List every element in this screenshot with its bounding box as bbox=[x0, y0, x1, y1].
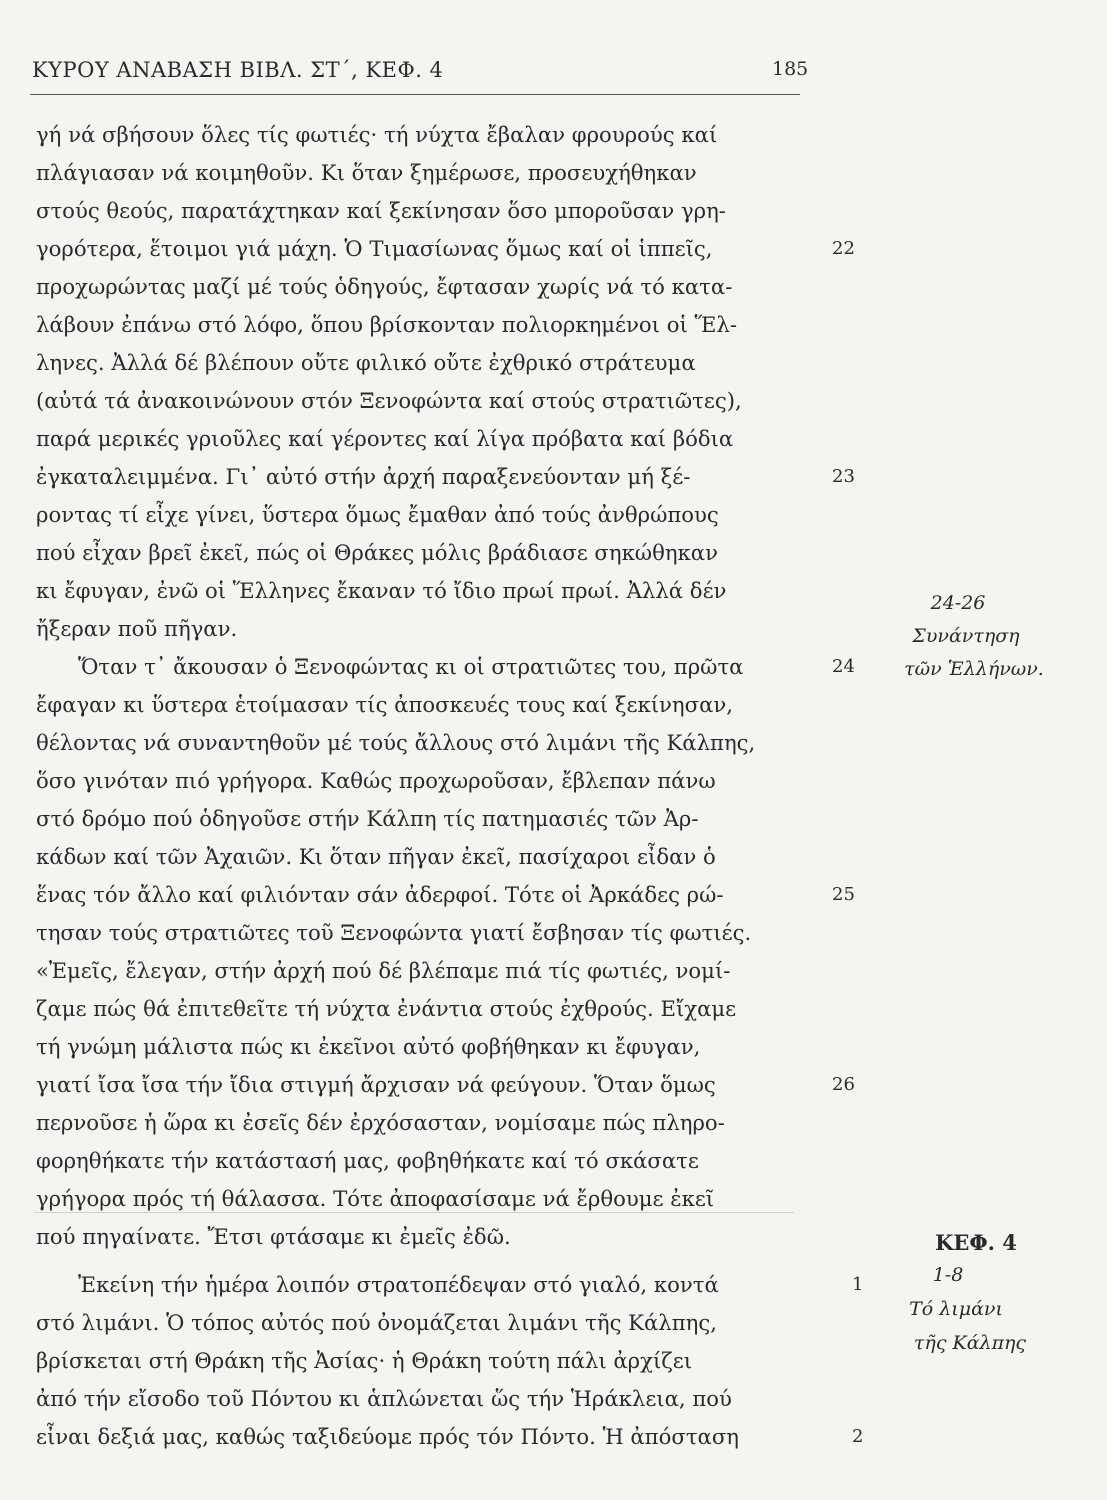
text-line: στό λιμάνι. Ὁ τόπος αὐτός πού ὀνομάζεται λιμάνι τῆς Κάλπης, bbox=[36, 1310, 717, 1335]
text-line: φορηθήκατε τήν κατάστασή μας, φοβηθήκατε καί τό σκάσατε bbox=[36, 1148, 699, 1173]
text-line: στούς θεούς, παρατάχτηκαν καί ξεκίνησαν ὅσο μποροῦσαν γρη- bbox=[36, 198, 726, 223]
margin-note-title: τῶν Ἑλλήνων. bbox=[904, 658, 1044, 680]
text-line: εἶναι δεξιά μας, καθώς ταξιδεύομε πρός τόν Πόντο. Ἡ ἀπόσταση bbox=[36, 1424, 740, 1449]
text-line: λάβουν ἐπάνω στό λόφο, ὅπου βρίσκονταν πολιορκημένοι οἱ Ἕλ- bbox=[36, 312, 737, 337]
text-line: ζαμε πώς θά ἐπιτεθεῖτε τή νύχτα ἐνάντια στούς ἐχθρούς. Εἴχαμε bbox=[36, 996, 737, 1021]
text-line: «Ἐμεῖς, ἔλεγαν, στήν ἀρχή πού δέ βλέπαμε πιά τίς φωτιές, νομί- bbox=[36, 958, 731, 983]
text-line: πού εἶχαν βρεῖ ἐκεῖ, πώς οἱ Θράκες μόλις βράδιασε σηκώθηκαν bbox=[36, 540, 718, 565]
text-line: περνοῦσε ἡ ὥρα κι ἐσεῖς δέν ἐρχόσασταν, νομίσαμε πώς πληρο- bbox=[36, 1110, 725, 1135]
margin-note-title: Τό λιμάνι bbox=[909, 1298, 1003, 1320]
paragraph-number: 25 bbox=[832, 884, 855, 905]
text-line: ἤξεραν ποῦ πῆγαν. bbox=[36, 616, 238, 641]
text-line: κάδων καί τῶν Ἀχαιῶν. Κι ὅταν πῆγαν ἐκεῖ, πασίχαροι εἶδαν ὁ bbox=[36, 844, 716, 869]
text-line: ληνες. Ἀλλά δέ βλέπουν οὔτε φιλικό οὔτε ἐχθρικό στράτευμα bbox=[36, 350, 696, 375]
chapter-heading: ΚΕΦ. 4 bbox=[935, 1230, 1017, 1255]
section-divider bbox=[34, 1212, 794, 1213]
text-line: βρίσκεται στή Θράκη τῆς Ἀσίας· ἡ Θράκη τούτη πάλι ἀρχίζει bbox=[36, 1348, 693, 1373]
text-line: κι ἔφυγαν, ἐνῶ οἱ Ἕλληνες ἔκαναν τό ἴδιο πρωί πρωί. Ἀλλά δέν bbox=[36, 578, 727, 603]
text-line: ἐγκαταλειμμένα. Γι᾿ αὐτό στήν ἀρχή παραξενεύονταν μή ξέ- bbox=[36, 464, 691, 489]
margin-note-title: Συνάντηση bbox=[912, 625, 1020, 647]
text-line: στό δρόμο πού ὁδηγοῦσε στήν Κάλπη τίς πατημασιές τῶν Ἀρ- bbox=[36, 806, 699, 831]
page-number: 185 bbox=[772, 58, 809, 80]
text-line: γιατί ἴσα ἴσα τήν ἴδια στιγμή ἄρχισαν νά φεύγουν. Ὅταν ὅμως bbox=[36, 1072, 716, 1097]
text-line: ἕνας τόν ἄλλο καί φιλιόνταν σάν ἀδερφοί. Τότε οἱ Ἀρκάδες ρώ- bbox=[36, 882, 724, 907]
header-divider bbox=[30, 94, 800, 95]
text-line: Ὅταν τ᾿ ἄκουσαν ὁ Ξενοφώντας κι οἱ στρατιῶτες του, πρῶτα bbox=[78, 654, 744, 679]
paragraph-number: 22 bbox=[832, 238, 855, 259]
text-line: παρά μερικές γριοῦλες καί γέροντες καί λίγα πρόβατα καί βόδια bbox=[36, 426, 734, 451]
margin-note-range: 1-8 bbox=[932, 1264, 964, 1286]
paragraph-number: 2 bbox=[852, 1426, 864, 1447]
text-line: τησαν τούς στρατιῶτες τοῦ Ξενοφώντα γιατί ἔσβησαν τίς φωτιές. bbox=[36, 920, 752, 945]
text-line: γή νά σβήσουν ὅλες τίς φωτιές· τή νύχτα ἔβαλαν φρουρούς καί bbox=[36, 122, 718, 147]
paragraph-number: 26 bbox=[832, 1074, 855, 1095]
text-line: Ἐκείνη τήν ἡμέρα λοιπόν στρατοπέδεψαν στό γιαλό, κοντά bbox=[78, 1272, 719, 1297]
text-line: ροντας τί εἶχε γίνει, ὕστερα ὅμως ἔμαθαν ἀπό τούς ἀνθρώπους bbox=[36, 502, 719, 527]
paragraph-number: 24 bbox=[832, 656, 855, 677]
text-line: γορότερα, ἕτοιμοι γιά μάχη. Ὁ Τιμασίωνας ὅμως καί οἱ ἱππεῖς, bbox=[36, 236, 713, 261]
paragraph-number: 23 bbox=[832, 466, 855, 487]
text-line: πού πηγαίνατε. Ἔτσι φτάσαμε κι ἐμεῖς ἐδῶ. bbox=[36, 1224, 511, 1249]
text-line: προχωρώντας μαζί μέ τούς ὁδηγούς, ἔφτασαν χωρίς νά τό κατα- bbox=[36, 274, 733, 299]
text-line: θέλοντας νά συναντηθοῦν μέ τούς ἄλλους στό λιμάνι τῆς Κάλπης, bbox=[36, 730, 756, 755]
text-line: ὅσο γινόταν πιό γρήγορα. Καθώς προχωροῦσαν, ἔβλεπαν πάνω bbox=[36, 768, 716, 793]
text-line: γρήγορα πρός τή θάλασσα. Τότε ἀποφασίσαμε νά ἔρθουμε ἐκεῖ bbox=[36, 1186, 715, 1211]
margin-note-range: 24-26 bbox=[930, 592, 986, 614]
text-line: ἔφαγαν κι ὕστερα ἑτοίμασαν τίς ἀποσκευές τους καί ξεκίνησαν, bbox=[36, 692, 734, 717]
text-line: ἀπό τήν εἴσοδο τοῦ Πόντου κι ἁπλώνεται ὥς τήν Ἡράκλεια, πού bbox=[36, 1386, 732, 1411]
text-line: τή γνώμη μάλιστα πώς κι ἐκεῖνοι αὐτό φοβήθηκαν κι ἔφυγαν, bbox=[36, 1034, 701, 1059]
paragraph-number: 1 bbox=[852, 1274, 864, 1295]
text-line: (αὐτά τά ἀνακοινώνουν στόν Ξενοφώντα καί στούς στρατιῶτες), bbox=[36, 388, 742, 413]
margin-note-title: τῆς Κάλπης bbox=[913, 1332, 1027, 1354]
running-header-title: ΚΥΡΟΥ ΑΝΑΒΑΣΗ ΒΙΒΛ. ΣΤ΄, ΚΕΦ. 4 bbox=[32, 58, 444, 82]
text-line: πλάγιασαν νά κοιμηθοῦν. Κι ὅταν ξημέρωσε, προσευχήθηκαν bbox=[36, 160, 697, 185]
